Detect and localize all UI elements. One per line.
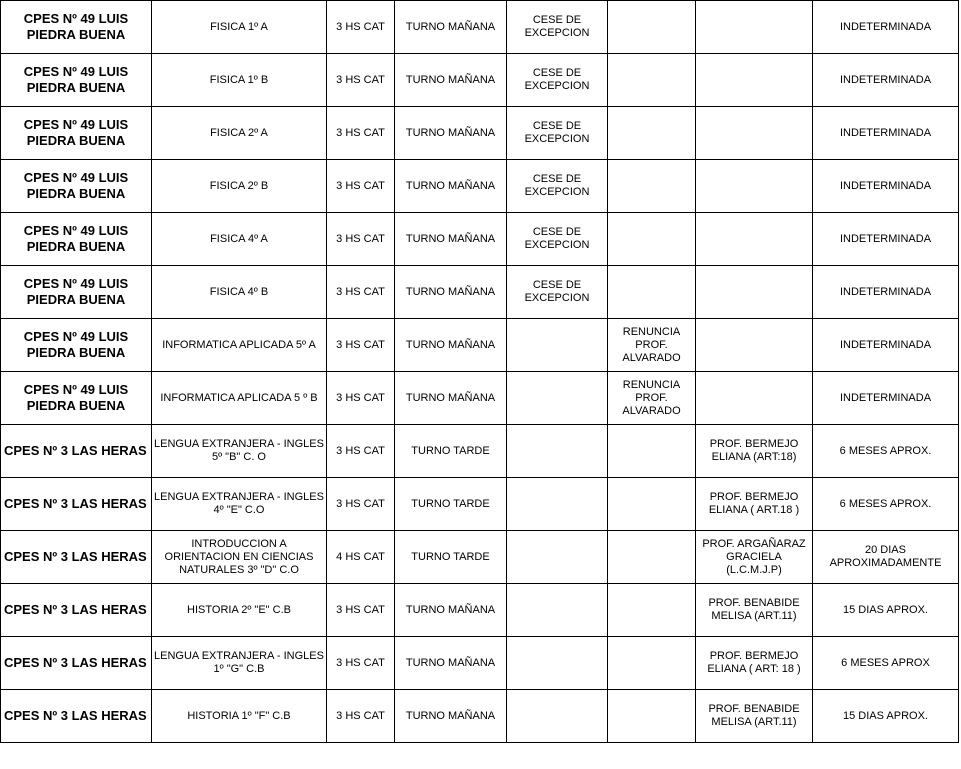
duration-cell: 6 MESES APROX. — [813, 478, 959, 531]
table-row — [1, 372, 959, 425]
subject-cell: LENGUA EXTRANJERA - INGLES 4º "E" C.O — [152, 478, 327, 531]
hours-cell: 3 HS CAT — [327, 425, 395, 478]
teacher-cell — [696, 266, 813, 319]
resignation-cell: RENUNCIA PROF. ALVARADO — [608, 372, 696, 425]
subject-cell: FISICA 4º B — [152, 266, 327, 319]
hours-cell: 3 HS CAT — [327, 160, 395, 213]
reason-cell — [507, 690, 608, 743]
school-cell: CPES Nº 49 LUIS PIEDRA BUENA — [1, 1, 152, 54]
duration-cell: 6 MESES APROX — [813, 637, 959, 690]
reason-cell — [507, 531, 608, 584]
resignation-cell — [608, 1, 696, 54]
duration-cell: INDETERMINADA — [813, 107, 959, 160]
reason-cell — [507, 637, 608, 690]
shift-cell: TURNO MAÑANA — [395, 372, 507, 425]
shift-cell: TURNO MAÑANA — [395, 584, 507, 637]
duration-cell: 15 DIAS APROX. — [813, 690, 959, 743]
school-cell: CPES Nº 49 LUIS PIEDRA BUENA — [1, 372, 152, 425]
hours-cell: 3 HS CAT — [327, 213, 395, 266]
school-cell: CPES Nº 49 LUIS PIEDRA BUENA — [1, 319, 152, 372]
resignation-cell: RENUNCIA PROF. ALVARADO — [608, 319, 696, 372]
shift-cell: TURNO MAÑANA — [395, 266, 507, 319]
teacher-cell: PROF. ARGAÑARAZ GRACIELA (L.C.M.J.P) — [696, 531, 813, 584]
reason-cell — [507, 319, 608, 372]
reason-cell: CESE DE EXCEPCION — [507, 266, 608, 319]
subject-cell: LENGUA EXTRANJERA - INGLES 5º "B" C. O — [152, 425, 327, 478]
school-cell: CPES Nº 3 LAS HERAS — [1, 584, 152, 637]
school-cell: CPES Nº 49 LUIS PIEDRA BUENA — [1, 213, 152, 266]
hours-cell: 3 HS CAT — [327, 372, 395, 425]
reason-cell: CESE DE EXCEPCION — [507, 160, 608, 213]
table-row — [1, 319, 959, 372]
reason-cell: CESE DE EXCEPCION — [507, 107, 608, 160]
resignation-cell — [608, 54, 696, 107]
subject-cell: LENGUA EXTRANJERA - INGLES 1º "G" C.B — [152, 637, 327, 690]
teacher-cell: PROF. BERMEJO ELIANA (ART:18) — [696, 425, 813, 478]
shift-cell: TURNO TARDE — [395, 531, 507, 584]
shift-cell: TURNO MAÑANA — [395, 54, 507, 107]
subject-cell: FISICA 2º A — [152, 107, 327, 160]
reason-cell: CESE DE EXCEPCION — [507, 1, 608, 54]
table-row — [1, 690, 959, 743]
school-cell: CPES Nº 3 LAS HERAS — [1, 531, 152, 584]
shift-cell: TURNO TARDE — [395, 425, 507, 478]
subject-cell: FISICA 4º A — [152, 213, 327, 266]
duration-cell: INDETERMINADA — [813, 1, 959, 54]
subject-cell: INFORMATICA APLICADA 5 º B — [152, 372, 327, 425]
teacher-cell — [696, 107, 813, 160]
reason-cell — [507, 425, 608, 478]
table-row — [1, 531, 959, 584]
teacher-cell: PROF. BERMEJO ELIANA ( ART.18 ) — [696, 478, 813, 531]
table-row — [1, 425, 959, 478]
table-row — [1, 584, 959, 637]
reason-cell — [507, 372, 608, 425]
hours-cell: 4 HS CAT — [327, 531, 395, 584]
duration-cell: 6 MESES APROX. — [813, 425, 959, 478]
table-row — [1, 54, 959, 107]
reason-cell — [507, 478, 608, 531]
teacher-cell: PROF. BERMEJO ELIANA ( ART: 18 ) — [696, 637, 813, 690]
subject-cell: FISICA 2º B — [152, 160, 327, 213]
reason-cell: CESE DE EXCEPCION — [507, 54, 608, 107]
shift-cell: TURNO MAÑANA — [395, 637, 507, 690]
hours-cell: 3 HS CAT — [327, 54, 395, 107]
hours-cell: 3 HS CAT — [327, 690, 395, 743]
school-cell: CPES Nº 49 LUIS PIEDRA BUENA — [1, 266, 152, 319]
shift-cell: TURNO MAÑANA — [395, 160, 507, 213]
school-cell: CPES Nº 49 LUIS PIEDRA BUENA — [1, 107, 152, 160]
subject-cell: HISTORIA 1º "F" C.B — [152, 690, 327, 743]
hours-cell: 3 HS CAT — [327, 478, 395, 531]
hours-cell: 3 HS CAT — [327, 319, 395, 372]
resignation-cell — [608, 160, 696, 213]
duration-cell: INDETERMINADA — [813, 54, 959, 107]
resignation-cell — [608, 107, 696, 160]
resignation-cell — [608, 531, 696, 584]
teacher-cell — [696, 319, 813, 372]
shift-cell: TURNO MAÑANA — [395, 319, 507, 372]
teacher-cell — [696, 372, 813, 425]
reason-cell — [507, 584, 608, 637]
resignation-cell — [608, 478, 696, 531]
teacher-cell — [696, 1, 813, 54]
hours-cell: 3 HS CAT — [327, 266, 395, 319]
teacher-cell — [696, 54, 813, 107]
duration-cell: INDETERMINADA — [813, 160, 959, 213]
table-row — [1, 160, 959, 213]
resignation-cell — [608, 637, 696, 690]
table-body — [1, 1, 959, 743]
duration-cell: 20 DIAS APROXIMADAMENTE — [813, 531, 959, 584]
shift-cell: TURNO MAÑANA — [395, 690, 507, 743]
resignation-cell — [608, 213, 696, 266]
duration-cell: INDETERMINADA — [813, 266, 959, 319]
duration-cell: INDETERMINADA — [813, 213, 959, 266]
table-row — [1, 637, 959, 690]
resignation-cell — [608, 425, 696, 478]
duration-cell: 15 DIAS APROX. — [813, 584, 959, 637]
reason-cell: CESE DE EXCEPCION — [507, 213, 608, 266]
resignation-cell — [608, 266, 696, 319]
table-row — [1, 266, 959, 319]
school-cell: CPES Nº 3 LAS HERAS — [1, 637, 152, 690]
subject-cell: INTRODUCCION A ORIENTACION EN CIENCIAS NATURALES 3º "D" C.O — [152, 531, 327, 584]
shift-cell: TURNO MAÑANA — [395, 213, 507, 266]
hours-cell: 3 HS CAT — [327, 584, 395, 637]
shift-cell: TURNO MAÑANA — [395, 1, 507, 54]
subject-cell: FISICA 1º A — [152, 1, 327, 54]
resignation-cell — [608, 584, 696, 637]
teacher-cell: PROF. BENABIDE MELISA (ART.11) — [696, 690, 813, 743]
teacher-cell — [696, 160, 813, 213]
school-cell: CPES Nº 3 LAS HERAS — [1, 425, 152, 478]
table-row — [1, 107, 959, 160]
hours-cell: 3 HS CAT — [327, 637, 395, 690]
shift-cell: TURNO TARDE — [395, 478, 507, 531]
shift-cell: TURNO MAÑANA — [395, 107, 507, 160]
table-row — [1, 1, 959, 54]
school-cell: CPES Nº 3 LAS HERAS — [1, 690, 152, 743]
teacher-cell: PROF. BENABIDE MELISA (ART.11) — [696, 584, 813, 637]
subject-cell: FISICA 1º B — [152, 54, 327, 107]
school-cell: CPES Nº 3 LAS HERAS — [1, 478, 152, 531]
hours-cell: 3 HS CAT — [327, 1, 395, 54]
hours-cell: 3 HS CAT — [327, 107, 395, 160]
duration-cell: INDETERMINADA — [813, 319, 959, 372]
table-row — [1, 213, 959, 266]
school-cell: CPES Nº 49 LUIS PIEDRA BUENA — [1, 160, 152, 213]
table-row — [1, 478, 959, 531]
subject-cell: HISTORIA 2º "E" C.B — [152, 584, 327, 637]
duration-cell: INDETERMINADA — [813, 372, 959, 425]
teacher-cell — [696, 213, 813, 266]
resignation-cell — [608, 690, 696, 743]
subject-cell: INFORMATICA APLICADA 5º A — [152, 319, 327, 372]
school-cell: CPES Nº 49 LUIS PIEDRA BUENA — [1, 54, 152, 107]
